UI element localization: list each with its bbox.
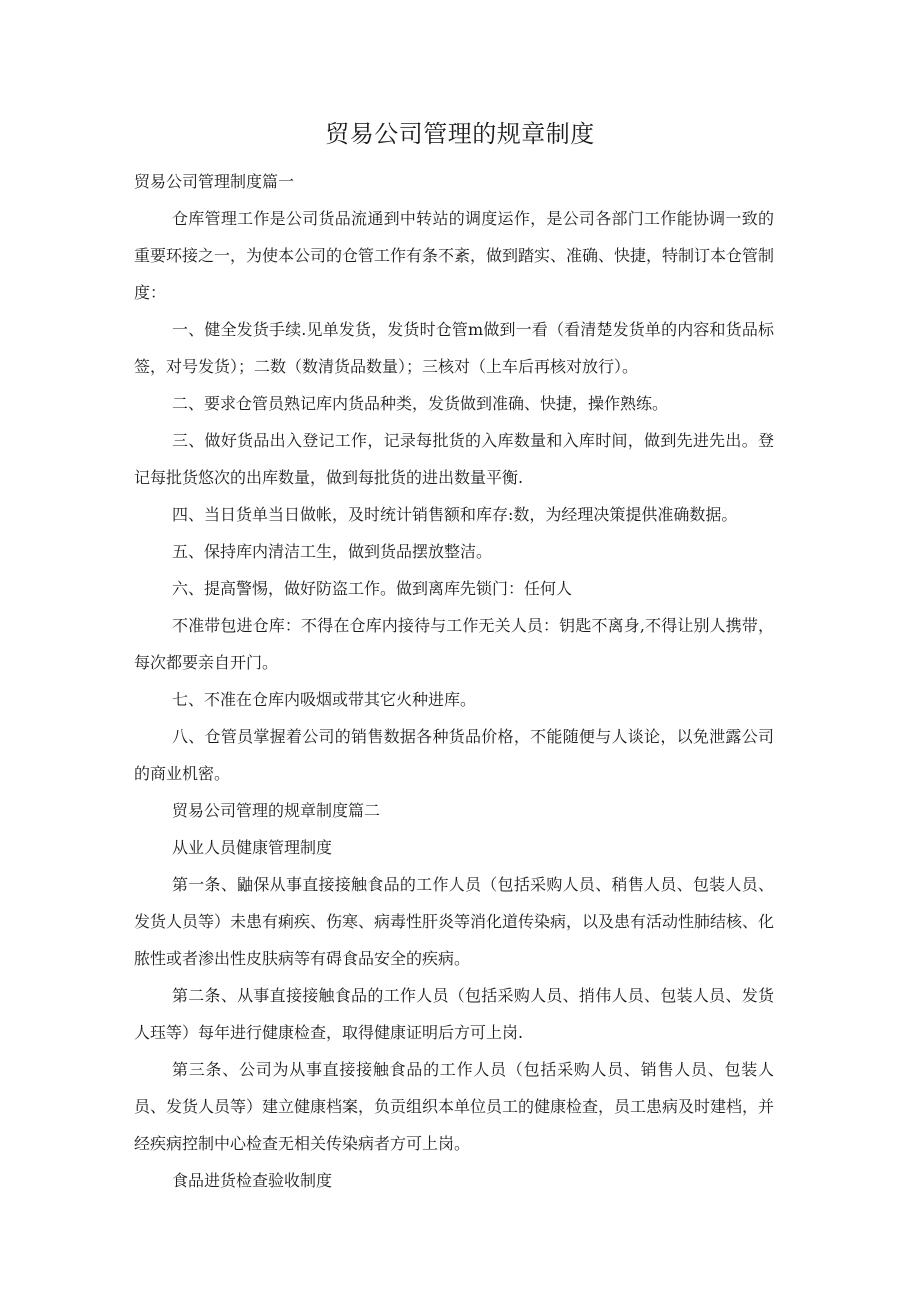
paragraph: 一、健全发货手续.见单发货，发货时仓管m做到一看（看清楚发货单的内容和货品标签，对号发货）；二数（数清货品数量）；三核对（上车后再核对放行）。: [134, 320, 774, 376]
paragraph: 仓库管理工作是公司货品流通到中转站的调度运作，是公司各部门工作能协调一致的重要环接之一，为使本公司的仓管工作有条不紊，做到踏实、准确、快捷，特制订本仓管制度：: [134, 209, 775, 302]
paragraph: 二、要求仓管员熟记库内货品种类，发货做到准确、快捷，操作熟练。: [172, 394, 669, 413]
document-body: [134, 163, 774, 1199]
paragraph: 贸易公司管理的规章制度篇二: [172, 801, 381, 820]
paragraph: 四、当日货单当日做帐，及时统计销售额和库存:数，为经理决策提供准确数据。: [172, 505, 738, 524]
paragraph: 贸易公司管理制度篇一: [134, 172, 295, 191]
paragraph: 第一条、鼬保从事直接接触食品的工作人员（包括采购人员、稍售人员、包装人员、发货人员等）未患有痢疾、伤寒、病毒性肝炎等消化道传染病，以及患有活动性肺结核、化脓性或者渗出性皮肤病等有碍食品安全的疾病。: [134, 875, 775, 968]
paragraph: 五、保持库内清洁工生，做到货品摆放整洁。: [172, 542, 493, 561]
document-title: 贸易公司管理的规章制度: [325, 120, 595, 148]
paragraph: 七、不准在仓库内吸烟或带其它火种进库。: [172, 690, 477, 709]
paragraph: 六、提高警惕，做好防盗工作。做到离库先锁门：任何人: [172, 579, 573, 598]
paragraph: 不准带包进仓库：不得在仓库内接待与工作无关人员：钥匙不离身,不得让别人携带，每次都要亲自开门。: [134, 616, 774, 672]
paragraph: 三、做好货品出入登记工作，记录每批货的入库数量和入库时间，做到先进先出。登记每批货悠次的出库数量，做到每批货的进出数量平衡.: [134, 431, 774, 487]
paragraph: 八、仓管员掌握着公司的销售数据各种货品价格，不能随便与人谈论，以免泄露公司的商业机密。: [134, 727, 774, 783]
paragraph: 第二条、从事直接接触食品的工作人员（包括采购人员、捎伟人员、包装人员、发货人珏等）每年进行健康检查，取得健康证明后方可上岗.: [134, 986, 774, 1042]
paragraph: 从业人员健康管理制度: [172, 838, 333, 857]
paragraph: 第三条、公司为从事直接接触食品的工作人员（包括采购人员、销售人员、包装人员、发货人员等）建立健康档案，负贡组织本单位员工的健康检查，员工患病及时建档，并经疾病控制中心检查无相关传染病者方可上岗。: [134, 1060, 775, 1153]
paragraph: 食品进货检查验收制度: [172, 1171, 333, 1190]
